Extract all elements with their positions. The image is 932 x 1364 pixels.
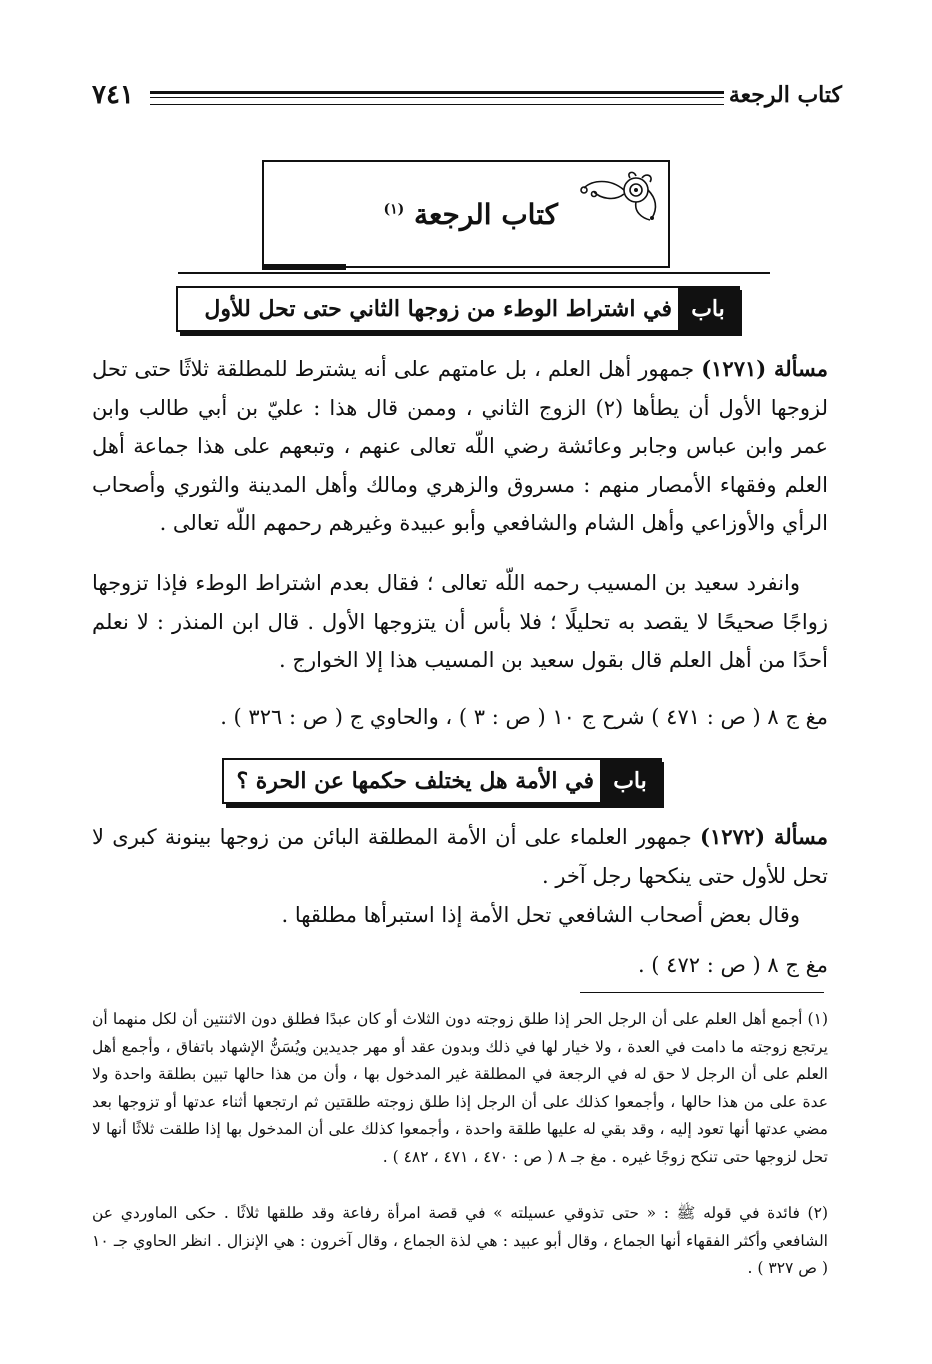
chapter-title: في الأمة هل يختلف حكمها عن الحرة ؟ [236, 768, 594, 794]
book-title [383, 198, 558, 231]
issue-number: مسألة (١٢٧٢) [700, 824, 828, 849]
issue-number: مسألة (١٢٧١) [701, 356, 828, 381]
source-reference: مغ ج ٨ ( ص : ٤٧٢ ) . [637, 953, 828, 977]
issue-text: جمهور أهل العلم ، بل عامتهم على أنه يشترط للمطلقة ثلاثًا حتى تحل لزوجها الأول أن يطأها (٢) الزوج الثاني ، وممن قال هذا : عليّ بن أبي طالب وابن عمر وابن عباس وجابر وعائشة رضي اللّه تعالى عنهم ، وتبعهم على هذا جماعة أهل العلم وفقهاء الأمصار منهم : مسروق والزهري ومالك وأهل المدينة والثوري وأصحاب الرأي والأوزاعي وأهل الشام والشافعي وأبو عبيدة وغيرهم رحمهم اللّه تعالى . [92, 357, 828, 535]
issue-paragraph: وقال بعض أصحاب الشافعي تحل الأمة إذا استبرأها مطلقها . [281, 903, 800, 927]
running-title: كتاب الرجعة [728, 82, 842, 108]
page-number: ٧٤١ [92, 80, 134, 110]
footnote: (١) أجمع أهل العلم على أن الرجل الحر إذا طلق زوجته دون الثلاث أو كان عبدًا فطلق دون الاثنتين أن لكل منهما أن يرتجع زوجته ما دامت في العدة ، ولا خيار لها في ذلك وبدون عقد أو مهر جديدين ويُسَنُّ الإشهاد باتفاق ، وأجمع أهل العلم على أن الرجل لا حق له في الرجعة في المطلقة غير المدخول بها ، وأن من هذا حالها تبين بطلقة واحدة ولا عدة على من هذا حالها ، وأجمعوا كذلك على أن الرجل إذا طلق زوجته طلقتين ثم ارتجعها أثناء عدتها أو تزوجها بعد مضي عدتها أنها تعود إليه ، وقد بقي له عليها طلقة واحدة ، وأجمعوا كذلك على أن المدخول بها إذا طلقت ثلاثًا أنها لا تحل لزوجها حتى تنكح زوجًا غيره . مغ جـ ٨ ( ص : ٤٧٠ ، ٤٧١ ، ٤٨٢ ) . [92, 1010, 828, 1166]
issue-text: جمهور العلماء على أن الأمة المطلقة البائن من زوجها بينونة كبرى لا تحل للأول حتى ينكحها رجل آخر . [92, 825, 828, 888]
running-header [92, 82, 842, 116]
footnote-mark: (١) [383, 201, 405, 218]
source-reference: مغ ج ٨ ( ص : ٤٧١ ) شرح ج ١٠ ( ص : ٣ ) ، والحاوي ج ( ص : ٣٢٦ ) . [220, 705, 828, 729]
book-title-text: كتاب الرجعة [413, 198, 558, 231]
floral-ornament-icon [570, 168, 662, 224]
footnote: (٢) فائدة في قوله ﷺ : « حتى تذوقي عسيلته » في قصة امرأة رفاعة وقد طلقها ثلاثًا . حكى الماوردي عن الشافعي وأكثر الفقهاء أنها الجماع ، وقال أبو عبيد : هي لذة الجماع ، وقال آخرون : هي الإنزال . انظر الحاوي جـ ١٠ ( ص ٣٢٧ ) . [92, 1204, 828, 1277]
chapter-label: باب [678, 288, 738, 330]
issue-paragraph [92, 350, 828, 543]
chapter-label: باب [600, 760, 660, 802]
issue-paragraph: وانفرد سعيد بن المسيب رحمه اللّه تعالى ؛ فقال بعدم اشتراط الوطء فإذا تزوجها زواجًا صحيحًا لا يقصد به تحليلًا ؛ فلا بأس أن يتزوجها الأول . قال ابن المنذر : لا نعلم أحدًا من أهل العلم قال بقول سعيد بن المسيب هذا إلا الخوارج . [92, 571, 828, 672]
issue-paragraph [92, 818, 828, 895]
chapter-heading [176, 286, 740, 332]
header-rule [150, 91, 724, 105]
book-title-box [262, 160, 670, 268]
chapter-heading [222, 758, 662, 804]
box-shadow-bar [262, 264, 346, 270]
footnote-rule [580, 992, 824, 993]
divider [178, 272, 770, 274]
chapter-title: في اشتراط الوطء من زوجها الثاني حتى تحل للأول [204, 296, 672, 322]
